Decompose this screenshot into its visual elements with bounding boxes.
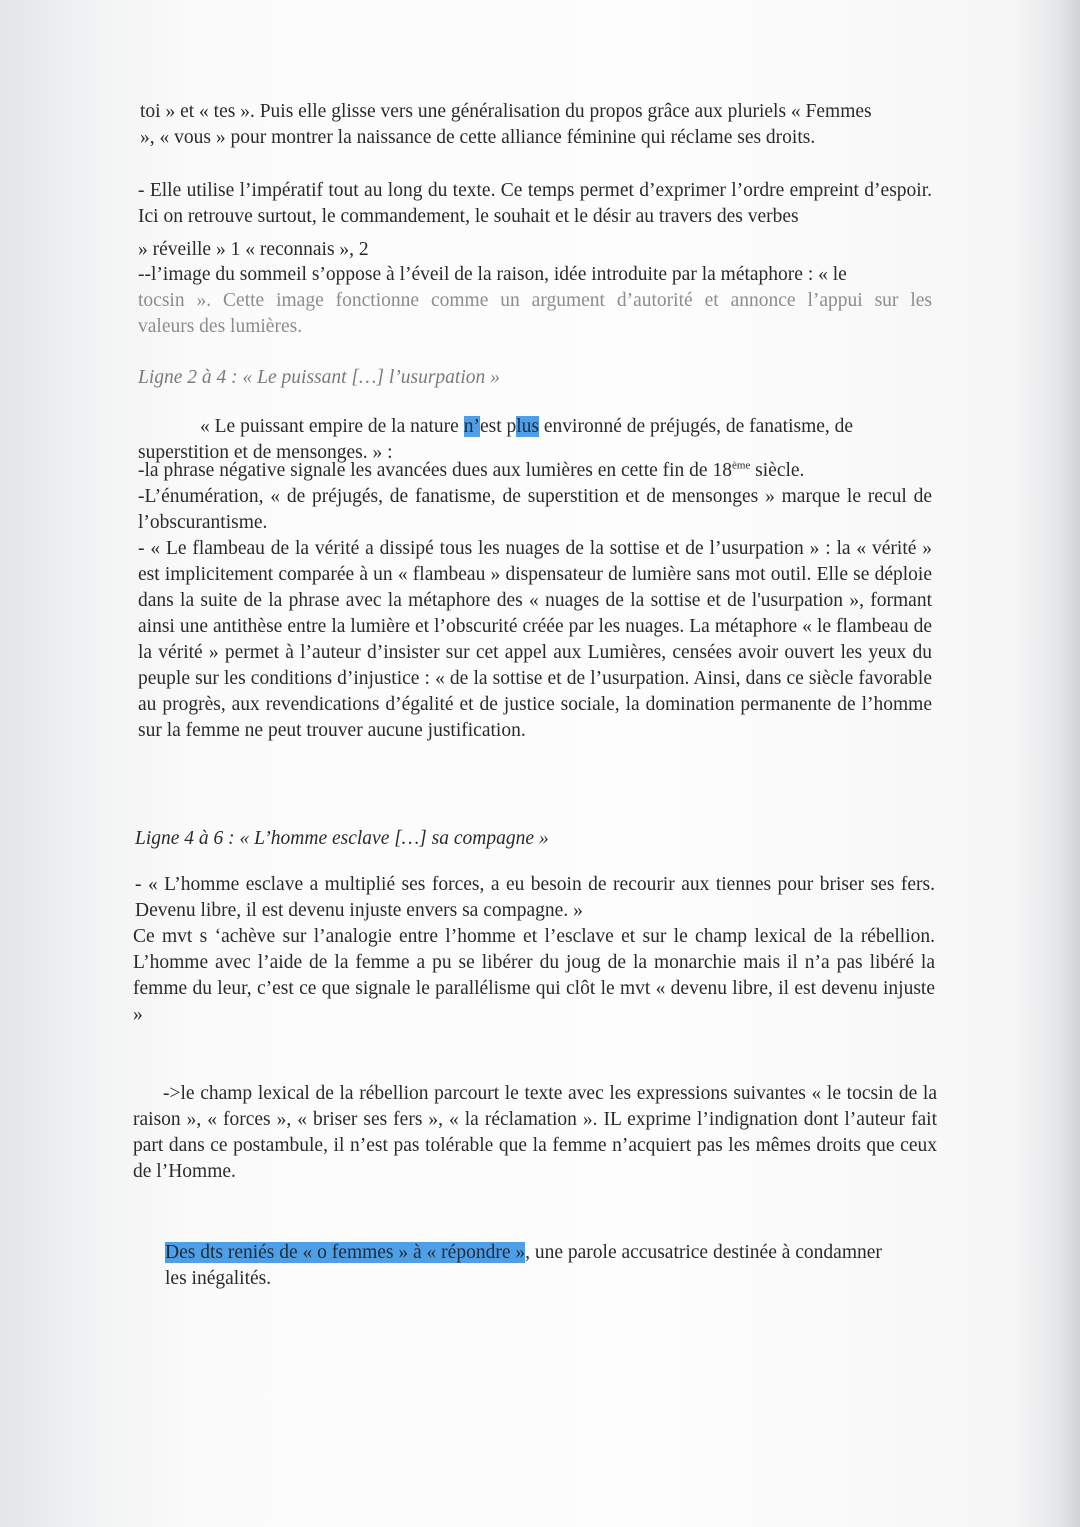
negative-sentence-line (138, 458, 804, 484)
quote-post: environné de préjugés, de fanatisme, de (539, 416, 854, 437)
quote-line-1 (138, 414, 932, 440)
analogy-paragraph: Ce mvt s ‘achève sur l’analogie entre l’homme et l’esclave et sur le champ lexical de la rébellion. L’homme avec l’aide de la femme a pu se libérer du joug de la monarchie mais il n’a pas libéré la femme du leur, c’est ce que signale le parallélisme qui clôt le mvt « devenu libre, il est devenu injuste » (133, 926, 935, 1025)
final-paragraph (165, 1240, 940, 1292)
final-rest: , une parole accusatrice destinée à condamner (525, 1242, 882, 1263)
paragraph-imperative: - Elle utilise l’impératif tout au long du texte. Ce temps permet d’exprimer l’ordre empreint d’espoir. Ici on retrouve surtout, le commandement, le souhait et le désir au travers des verbes (138, 180, 932, 227)
page-shadow-right (1010, 0, 1080, 1527)
highlight-lus: lus (516, 416, 540, 437)
final-highlight: Des dts reniés de « o femmes » à « répondre » (165, 1242, 526, 1263)
metaphor-line: --l’image du sommeil s’oppose à l’éveil de la raison, idée introduite par la métaphore : « le (138, 264, 847, 285)
intro-line-2: », « vous » pour montrer la naissance de cette alliance féminine qui réclame ses droits. (140, 127, 816, 148)
final-line-2: les inégalités. (165, 1268, 272, 1289)
quote-mid: est p (479, 416, 517, 437)
rebellion-paragraph: ->le champ lexical de la rébellion parcourt le texte avec les expressions suivantes « le tocsin de la raison », « forces », « briser ses fers », « la réclamation ». IL exprime l’indignation dont l’auteur fait part dans ce postambule, il n’est pas tolérable que la femme n’acquiert pas les mêmes droits que ceux de l’Homme. (133, 1083, 937, 1182)
intro-line-1: toi » et « tes ». Puis elle glisse vers une généralisation du propos grâce aux pluriels « Femmes (140, 101, 872, 122)
tocsin-text: tocsin ». Cette image fonctionne comme un argument d’autorité et annonce l’appui sur les (138, 290, 932, 311)
section-heading-1: Ligne 2 à 4 : « Le puissant […] l’usurpation » (138, 367, 500, 388)
flambeau-paragraph: - « Le flambeau de la vérité a dissipé tous les nuages de la sottise et de l’usurpation » : la « vérité » est implicitement comparée à un « flambeau » dispensateur de lumière sans mot outil. Elle se déploie dans la suite de la phrase avec la métaphore des « nuages de la sottise et de l'usurpation », formant ainsi une antithèse entre la lumière et l’obscurité créée par les nuages. La métaphore « le flambeau de la vérité » permet à l’auteur d’insister sur cet appel aux Lumières, censées avoir ouvert les yeux du peuple sur les conditions d’injustice : « de la sottise et de l’usurpation. Ainsi, dans ce siècle favorable au progrès, aux revendications d’égalité et de justice sociale, la domination permanente de l’homme sur la femme ne peut trouver aucune justification. (138, 538, 932, 741)
siecle-text: siècle. (750, 460, 805, 481)
final-line-1 (165, 1240, 940, 1266)
lumieres-text: valeurs des lumières. (138, 316, 303, 337)
verbs-line: » réveille » 1 « reconnais », 2 (138, 239, 369, 260)
esclave-quote-paragraph: - « L’homme esclave a multiplié ses forces, a eu besoin de recourir aux tiennes pour briser ses fers. Devenu libre, il est devenu injuste envers sa compagne. » (135, 874, 935, 921)
paragraph-intro (140, 99, 932, 151)
lumieres-line (138, 314, 932, 340)
superscript-eme: ème (731, 459, 751, 472)
highlight-n: n’ (463, 416, 480, 437)
section-heading-2: Ligne 4 à 6 : « L’homme esclave […] sa compagne » (135, 828, 549, 849)
quote-pre: « Le puissant empire de la nature (200, 416, 464, 437)
tocsin-line (138, 288, 932, 314)
quote-line-2: superstition et de mensonges. » : (138, 442, 393, 463)
negative-text: -la phrase négative signale les avancées dues aux lumières en cette fin de 18 (138, 460, 732, 481)
enumeration-paragraph: -L’énumération, « de préjugés, de fanatisme, de superstition et de mensonges » marque le recul de l’obscurantisme. (138, 486, 932, 533)
